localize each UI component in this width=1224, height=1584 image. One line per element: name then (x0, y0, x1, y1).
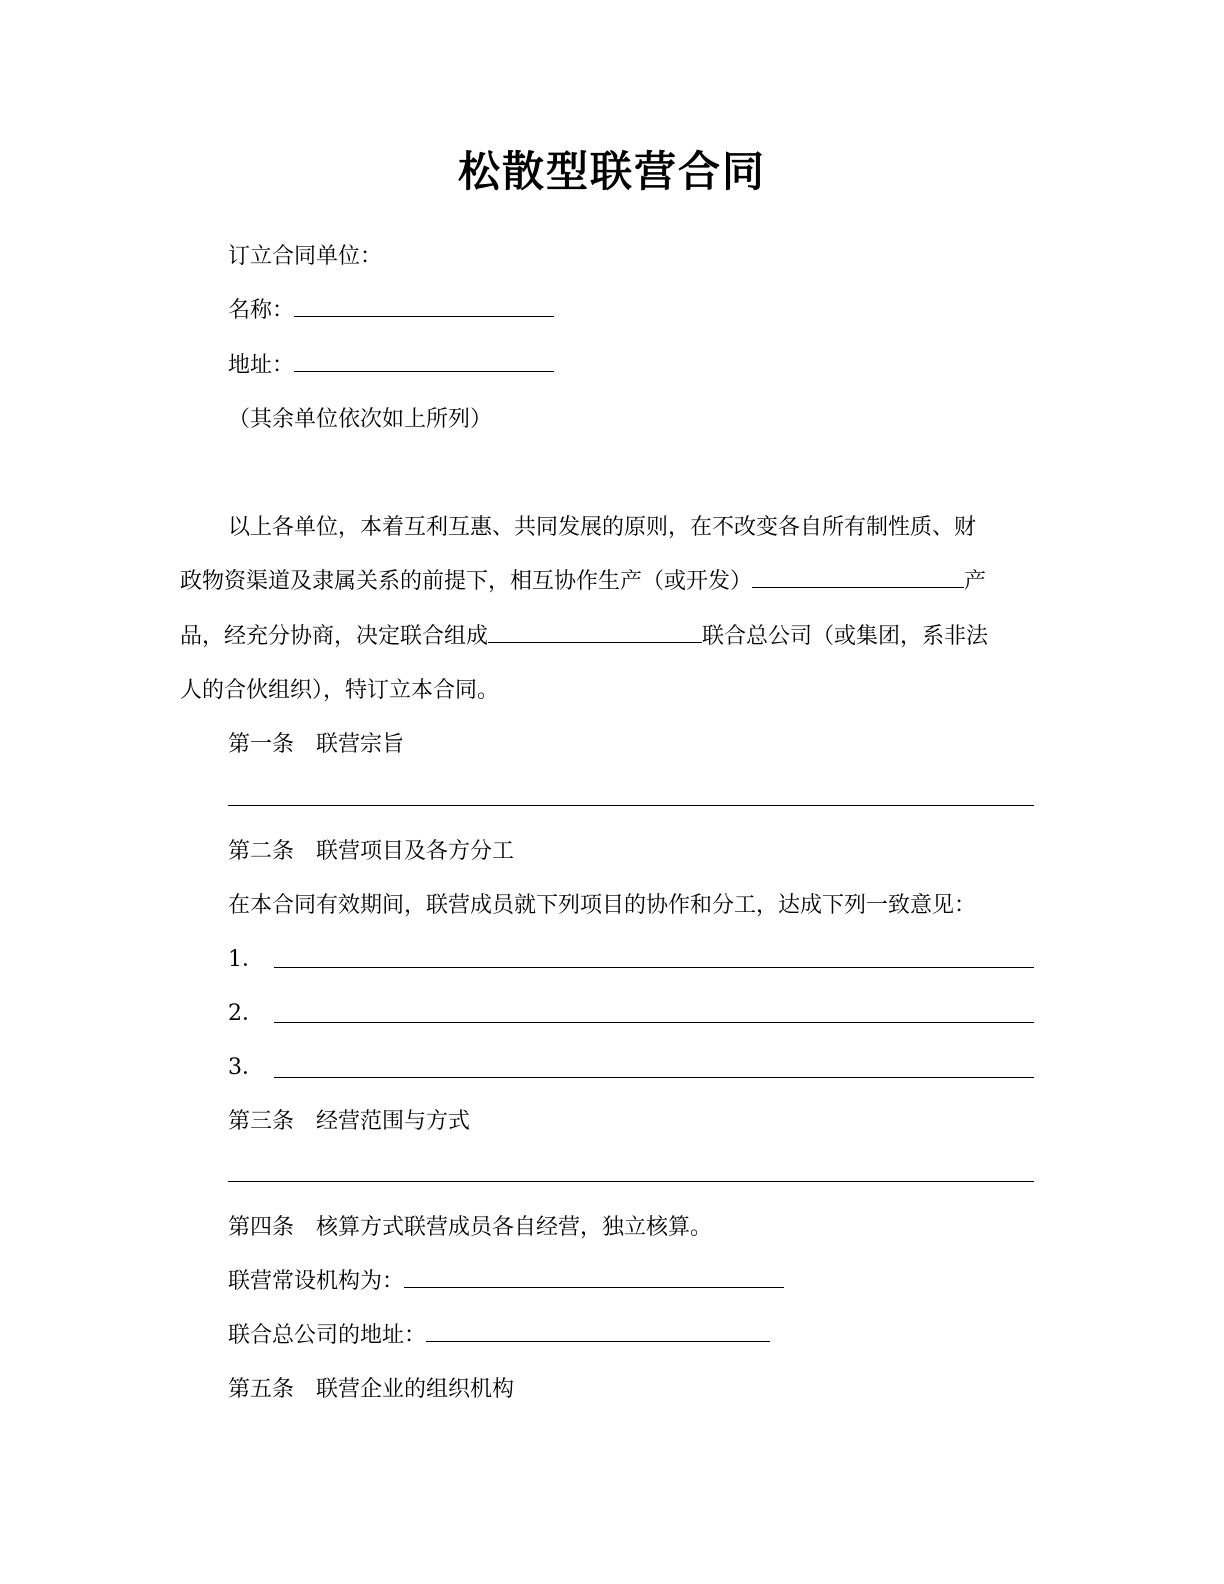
preamble-line-2 (180, 565, 986, 599)
item-1-blank[interactable] (274, 967, 1034, 968)
office-blank[interactable] (404, 1265, 784, 1288)
hq-address-row (228, 1319, 770, 1353)
article-1-blank[interactable] (228, 805, 1034, 806)
list-item-number: 3． (228, 1055, 264, 1080)
preamble-line-3-end: 联合总公司（或集团，系非法 (702, 624, 989, 649)
item-2-blank[interactable] (274, 1022, 1034, 1023)
party-name-blank[interactable] (294, 294, 554, 317)
party-address-label: 地址： (228, 353, 295, 378)
list-item (228, 943, 274, 977)
preamble-line-3 (180, 620, 988, 654)
parties-heading: 订立合同单位： (228, 244, 383, 269)
preamble-line-3-text: 品，经充分协商，决定联合组成 (180, 624, 489, 649)
article-1-title: 第一条 联营宗旨 (228, 732, 405, 757)
article-3-blank[interactable] (228, 1181, 1034, 1182)
party-address-blank[interactable] (294, 349, 554, 372)
party-name-label: 名称： (228, 298, 295, 323)
item-3-blank[interactable] (274, 1077, 1034, 1078)
preamble-line-2-text: 政物资渠道及隶属关系的前提下，相互协作生产（或开发） (180, 569, 753, 594)
party-name-row (228, 294, 554, 328)
office-label: 联营常设机构为： (228, 1269, 405, 1294)
office-row (228, 1265, 784, 1299)
preamble-line-1: 以上各单位，本着互利互惠、共同发展的原则，在不改变各自所有制性质、财 (228, 515, 977, 540)
list-item-number: 2． (228, 1001, 264, 1026)
article-5-title: 第五条 联营企业的组织机构 (228, 1377, 515, 1402)
hq-address-blank[interactable] (426, 1319, 770, 1342)
article-3-title: 第三条 经营范围与方式 (228, 1109, 471, 1134)
company-name-blank[interactable] (488, 620, 702, 643)
article-2-title: 第二条 联营项目及各方分工 (228, 839, 515, 864)
list-item (228, 1051, 274, 1085)
hq-address-label: 联合总公司的地址： (228, 1323, 427, 1348)
preamble-line-2-end: 产 (964, 569, 987, 594)
party-address-row (228, 349, 554, 383)
product-blank[interactable] (752, 565, 964, 588)
list-item (228, 997, 274, 1031)
article-2-intro: 在本合同有效期间，联营成员就下列项目的协作和分工，达成下列一致意见： (228, 893, 977, 918)
article-4-title: 第四条 核算方式联营成员各自经营，独立核算。 (228, 1215, 713, 1240)
list-item-number: 1． (228, 947, 264, 972)
parties-note: （其余单位依次如上所列） (228, 407, 493, 432)
preamble-line-4: 人的合伙组织），特订立本合同。 (180, 678, 500, 703)
document-title: 松散型联营合同 (457, 147, 766, 196)
